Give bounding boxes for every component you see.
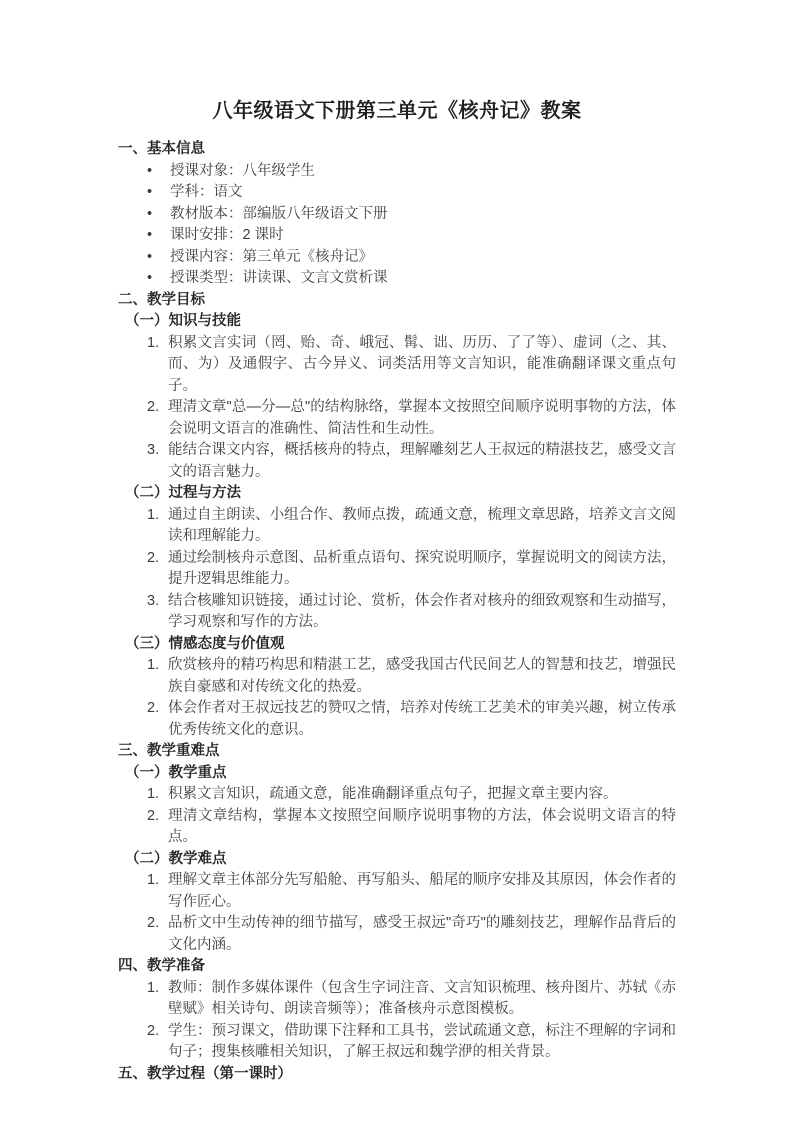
bullet-item	[118, 225, 676, 247]
item-number: 1.	[147, 506, 160, 523]
item-text: 理清文章结构，掌握本文按照空间顺序说明事物的方法，体会说明文语言的特点。	[168, 807, 676, 845]
numbered-item	[118, 397, 676, 440]
bullet-icon: •	[147, 248, 153, 265]
bullet-item	[118, 247, 676, 269]
item-text: 通过绘制核舟示意图、品析重点语句、探究说明顺序，掌握说明文的阅读方法，提升逻辑思维能力。	[168, 549, 676, 587]
bullet-text: 课时安排：2 课时	[170, 227, 284, 243]
numbered-item	[118, 333, 676, 398]
section-heading-key-difficult-points: 三、教学重难点	[118, 743, 220, 759]
item-number: 3.	[147, 442, 160, 458]
subsection-heading-difficult-points: （二）教学难点	[125, 850, 227, 867]
bullet-icon: •	[147, 184, 153, 200]
numbered-item	[118, 784, 676, 806]
item-text: 学生：预习课文，借助课下注释和工具书，尝试疏通文意，标注不理解的字词和句子；搜集核雕相关知识，了解王叔远和魏学洢的相关背景。	[168, 1022, 676, 1060]
bullet-text: 学科：语文	[170, 184, 243, 200]
bullet-text: 授课类型：讲读课、文言文赏析课	[170, 270, 388, 286]
subsection-heading-key-points: （一）教学重点	[125, 764, 227, 781]
item-number: 2.	[147, 399, 160, 415]
bullet-text: 教材版本：部编版八年级语文下册	[170, 205, 388, 222]
numbered-item	[118, 698, 676, 741]
item-text: 体会作者对王叔远技艺的赞叹之情，培养对传统工艺美术的审美兴趣，树立传承优秀传统文化的意识。	[168, 700, 676, 738]
item-number: 3.	[147, 592, 160, 609]
bullet-icon: •	[147, 270, 153, 286]
numbered-item	[118, 440, 676, 483]
item-text: 品析文中生动传神的细节描写，感受王叔远"奇巧"的雕刻技艺，理解作品背后的文化内涵。	[168, 915, 676, 953]
item-text: 能结合课文内容，概括核舟的特点，理解雕刻艺人王叔远的精湛技艺，感受文言文的语言魅力。	[168, 442, 676, 480]
subsection-heading-knowledge-skills: （一）知识与技能	[125, 313, 241, 329]
item-text: 教师：制作多媒体课件（包含生字词注音、文言知识梳理、核舟图片、苏轼《赤壁赋》相关诗句、朗读音频等）；准备核舟示意图模板。	[168, 979, 676, 1017]
numbered-item	[118, 655, 676, 698]
bullet-icon: •	[147, 227, 153, 243]
item-number: 2.	[147, 549, 160, 566]
section-heading-teaching-process: 五、教学过程（第一课时）	[118, 1065, 292, 1082]
bullet-icon: •	[147, 162, 153, 179]
bullet-item	[118, 182, 676, 204]
section-heading-basic-info: 一、基本信息	[118, 141, 205, 157]
bullet-text: 授课内容：第三单元《核舟记》	[170, 248, 373, 265]
numbered-item	[118, 548, 676, 591]
numbered-item	[118, 978, 676, 1021]
item-number: 1.	[147, 657, 160, 673]
section-heading-teaching-goals: 二、教学目标	[118, 291, 205, 308]
item-text: 结合核雕知识链接，通过讨论、赏析，体会作者对核舟的细致观察和生动描写，学习观察和写作的方法。	[168, 592, 676, 630]
item-number: 1.	[147, 334, 160, 351]
subsection-heading-emotion-values: （三）情感态度与价值观	[125, 635, 285, 652]
item-text: 理解文章主体部分先写船舱、再写船头、船尾的顺序安排及其原因，体会作者的写作匠心。	[168, 872, 676, 910]
item-text: 理清文章"总—分—总"的结构脉络，掌握本文按照空间顺序说明事物的方法，体会说明文语言的准确性、简洁性和生动性。	[168, 399, 676, 437]
bullet-item	[118, 268, 676, 290]
item-number: 2.	[147, 1022, 160, 1039]
numbered-item	[118, 806, 676, 849]
numbered-item	[118, 913, 676, 956]
item-text: 积累文言实词（罔、贻、奇、峨冠、髯、诎、历历、了了等）、虚词（之、其、而、为）及通假字、古今异义、词类活用等文言知识，能准确翻译课文重点句子。	[168, 334, 676, 394]
item-number: 1.	[147, 979, 160, 996]
item-number: 2.	[147, 915, 160, 931]
numbered-item	[118, 505, 676, 548]
item-text: 通过自主朗读、小组合作、教师点拨，疏通文意，梳理文章思路，培养文言文阅读和理解能力。	[168, 506, 676, 544]
item-number: 2.	[147, 700, 160, 716]
bullet-item	[118, 161, 676, 183]
numbered-item	[118, 870, 676, 913]
numbered-item	[118, 591, 676, 634]
item-number: 2.	[147, 807, 160, 824]
bullet-text: 授课对象：八年级学生	[170, 162, 315, 179]
item-text: 积累文言知识，疏通文意，能准确翻译重点句子，把握文章主要内容。	[168, 786, 618, 802]
bullet-item	[118, 204, 676, 226]
bullet-icon: •	[147, 205, 153, 222]
subsection-heading-process-methods: （二）过程与方法	[125, 485, 241, 501]
section-heading-teaching-preparation: 四、教学准备	[118, 958, 205, 974]
item-number: 1.	[147, 872, 160, 888]
item-number: 1.	[147, 786, 160, 802]
numbered-item	[118, 1021, 676, 1064]
document-title: 八年级语文下册第三单元《核舟记》教案	[212, 100, 582, 122]
item-text: 欣赏核舟的精巧构思和精湛工艺，感受我国古代民间艺人的智慧和技艺，增强民族自豪感和对传统文化的热爱。	[168, 657, 676, 695]
